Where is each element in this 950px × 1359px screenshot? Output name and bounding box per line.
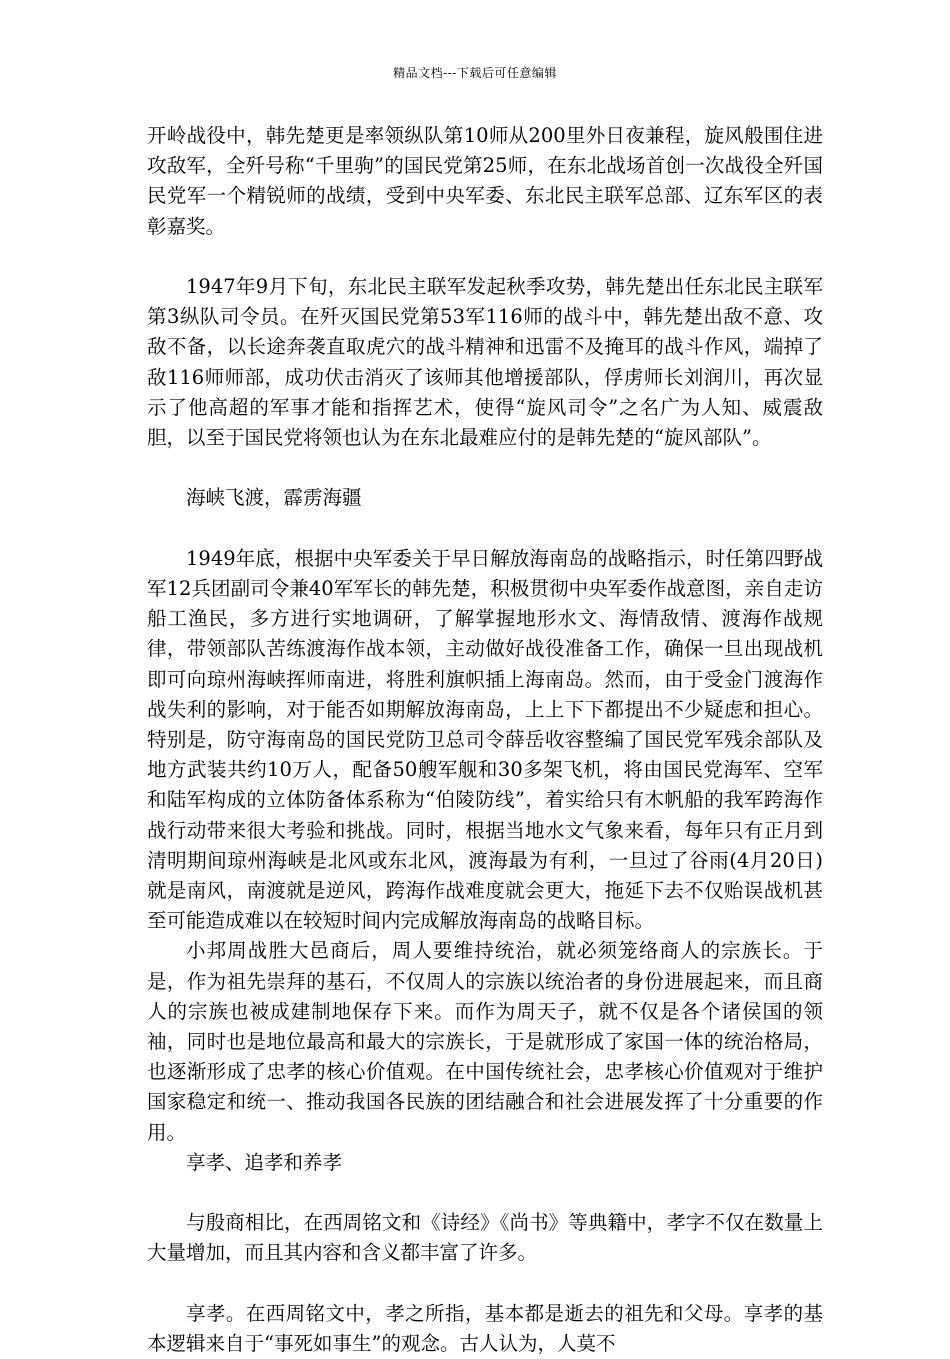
paragraph: 与殷商相比，在西周铭文和《诗经》《尚书》等典籍中，孝字不仅在数量上大量增加，而且其内容和含义都丰富了许多。: [147, 1211, 823, 1265]
document-body: [147, 121, 823, 1359]
page-header: 精品文档---下载后可任意编辑: [393, 66, 557, 80]
section-heading: 海峡飞渡，霹雳海疆: [186, 486, 362, 510]
paragraph: 1949年底，根据中央军委关于早日解放海南岛的战略指示，时任第四野战军12兵团副司令兼40军军长的韩先楚，积极贯彻中央军委作战意图，亲自走访船工渔民，多方进行实地调研，了解掌握地形水文、海情敌情、渡海作战规律，带领部队苦练渡海作战本领，主动做好战役准备工作，确保一旦出现战机即可向琼州海峡挥师南进，将胜利旗帜插上海南岛。然而，由于受金门渡海作战失利的影响，对于能否如期解放海南岛，上上下下都提出不少疑虑和担心。特别是，防守海南岛的国民党防卫总司令薛岳收容整编了国民党军残余部队及地方武装共约10万人，配备50艘军舰和30多架飞机，将由国民党海军、空军和陆军构成的立体防备体系称为“伯陵防线”，着实给只有木帆船的我军跨海作战行动带来很大考验和挑战。同时，根据当地水文气象来看，每年只有正月到清明期间琼州海峡是北风或东北风，渡海最为有利，一旦过了谷雨(4月20日)就是南风，南渡就是逆风，跨海作战难度就会更大，拖延下去不仅贻误战机甚至可能造成难以在较短时间内完成解放海南岛的战略目标。: [147, 546, 823, 933]
section-heading: 享孝、追孝和养孝: [186, 1150, 343, 1174]
paragraph: 开岭战役中，韩先楚更是率领纵队第10师从200里外日夜兼程，旋风般围住进攻敌军，全歼号称“千里驹”的国民党第25师，在东北战场首创一次战役全歼国民党军一个精锐师的战绩，受到中央军委、东北民主联军总部、辽东军区的表彰嘉奖。: [147, 124, 823, 238]
paragraph: 小邦周战胜大邑商后，周人要维持统治，就必须笼络商人的宗族长。于是，作为祖先崇拜的基石，不仅周人的宗族以统治者的身份进展起来，而且商人的宗族也被成建制地保存下来。而作为周天子，就不仅是各个诸侯国的领袖，同时也是地位最高和最大的宗族长，于是就形成了家国一体的统治格局，也逐渐形成了忠孝的核心价值观。在中国传统社会，忠孝核心价值观对于维护国家稳定和统一、推动我国各民族的团结融合和社会进展发挥了十分重要的作用。: [147, 939, 823, 1144]
paragraph: 1947年9月下旬，东北民主联军发起秋季攻势，韩先楚出任东北民主联军第3纵队司令员。在歼灭国民党第53军116师的战斗中，韩先楚出敌不意、攻敌不备，以长途奔袭直取虎穴的战斗精神和迅雷不及掩耳的战斗作风，端掉了敌116师师部，成功伏击消灭了该师其他增援部队，俘虏师长刘润川，再次显示了他高超的军事才能和指挥艺术，使得“旋风司令”之名广为人知、威震敌胆，以至于国民党将领也认为在东北最难应付的是韩先楚的“旋风部队”。: [147, 275, 823, 450]
paragraph: 享孝。在西周铭文中，孝之所指，基本都是逝去的祖先和父母。享孝的基本逻辑来自于“事死如事生”的观念。古人认为，人莫不: [147, 1301, 823, 1356]
